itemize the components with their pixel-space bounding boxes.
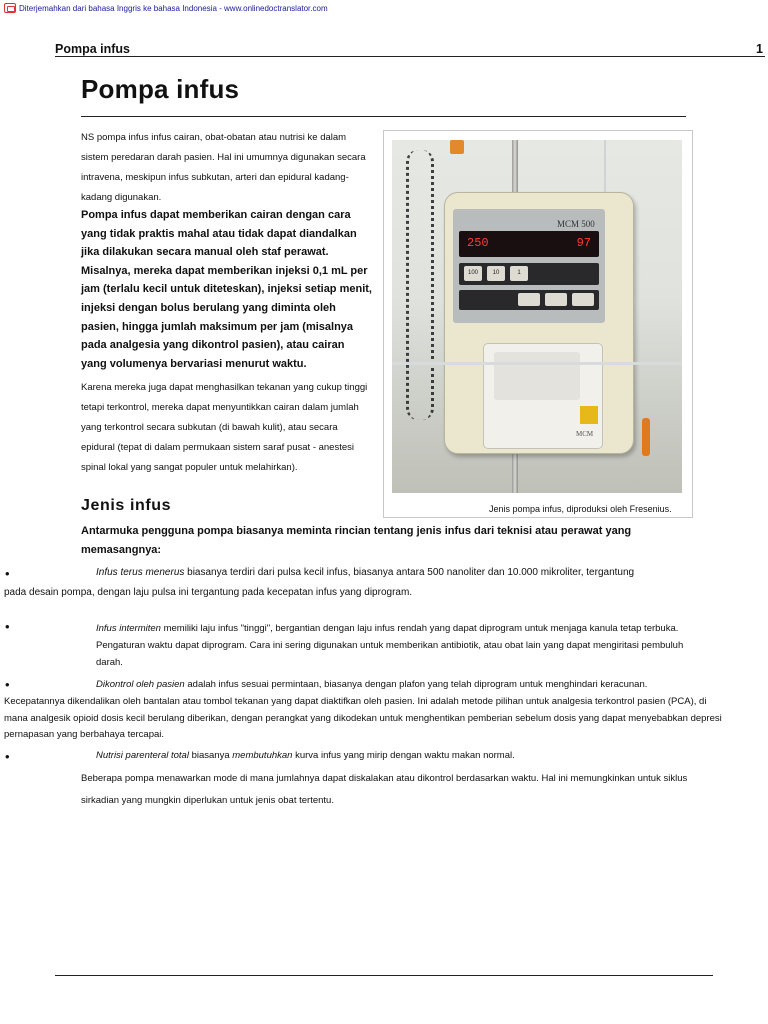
pump-keypad xyxy=(459,263,599,285)
pump-led-display xyxy=(459,231,599,257)
bullet-marker: • xyxy=(5,749,10,764)
section-intro: Antarmuka pengguna pompa biasanya meminta rincian tentang jenis infus dari teknisi atau perawat yang memasangnya: xyxy=(81,525,632,556)
figure xyxy=(383,130,693,518)
title-divider xyxy=(81,116,686,117)
intermittent-text: memiliki laju infus "tinggi", bergantian dengan laju infus rendah yang dapat diprogram untuk menjaga kanula tetap terbuka. Pengaturan waktu dapat diprogram. Cara ini sering digunakan untuk memberikan antibiotik, atau obat lain yang dapat mengiritasi pembuluh darah. xyxy=(96,623,684,668)
pump-function-key xyxy=(572,293,594,306)
translator-banner[interactable] xyxy=(4,2,328,14)
running-title: Pompa infus xyxy=(55,42,131,56)
pump-function-key xyxy=(545,293,567,306)
pump-device xyxy=(444,192,634,454)
tube-clamp xyxy=(450,140,464,154)
closing-paragraph: Beberapa pompa menawarkan mode di mana jumlahnya dapat diskalakan atau dikontrol berdasarkan waktu. Hal ini memungkinkan untuk siklus sirkadian yang mungkin diperlukan untuk jenis obat tertentu. xyxy=(81,773,688,806)
pump-yellow-sticker xyxy=(580,406,598,424)
section-heading: Jenis infus xyxy=(81,497,172,514)
display-volume: 97 xyxy=(576,236,591,250)
capabilities-paragraph: Pompa infus dapat memberikan cairan dengan cara yang tidak praktis mahal atau tidak dapat diandalkan jika dilakukan secara manual oleh staf perawat. Misalnya, mereka dapat memberikan injeksi 0,1 mL per jam (terlalu kecil untuk diteteskan), injeksi setiap menit, injeksi dengan bolus berulang yang diminta oleh pasien, hingga jumlah maksimum per jam (misalnya pada analgesia yang dikontrol pasien), atau cairan yang volumenya bervariasi menurut waktu. xyxy=(81,209,372,370)
bullet-parenteral-nutrition xyxy=(96,747,515,766)
pump-key-100: 100 xyxy=(464,266,482,281)
bullet-marker: • xyxy=(5,619,10,634)
term-parenteral: Nutrisi parenteral total xyxy=(96,750,189,761)
pump-function-keys xyxy=(459,290,599,310)
pump-door-label: MCM xyxy=(576,430,594,438)
term-continuous: Infus terus menerus xyxy=(96,567,185,578)
bullet-continuous-infusion xyxy=(96,564,634,583)
parenteral-mid: biasanya xyxy=(188,750,233,761)
translator-logo-icon xyxy=(4,3,16,13)
term-patient-controlled: Dikontrol oleh pasien xyxy=(96,679,185,690)
pump-function-key xyxy=(518,293,540,306)
infusion-pump-photo xyxy=(392,140,682,493)
bullet-patient-controlled xyxy=(96,676,647,695)
header-divider xyxy=(55,56,765,57)
term-requires: membutuhkan xyxy=(232,750,293,761)
pump-door xyxy=(483,343,603,449)
intro-paragraph: NS pompa infus infus cairan, obat-obatan atau nutrisi ke dalam sistem peredaran darah pasien. Hal ini umumnya digunakan secara intravena, meskipun infus subkutan, arteri dan epidural kadang-kadang digunakan. xyxy=(81,132,366,203)
bullet-patient-controlled-cont: Kecepatannya dikendalikan oleh bantalan atau tombol tekanan yang dapat diaktifkan oleh pasien. Ini adalah metode pilihan untuk analgesia terkontrol pasien (PCA), di mana analgesik opioid dosis kecil berulang diberikan, dengan perangkat yang dikodekan untuk menghentikan pemberian sebelum dosis yang dapat menyebabkan depresi pernapasan yang berbahaya tercapai. xyxy=(4,696,722,740)
infusion-tubing xyxy=(392,362,682,365)
pump-key-10: 10 xyxy=(487,266,505,281)
page-number: 1 xyxy=(756,42,763,56)
bullet-marker: • xyxy=(5,677,10,692)
display-rate: 250 xyxy=(467,236,489,250)
continuous-text-1: biasanya terdiri dari pulsa kecil infus, biasanya antara 500 nanoliter dan 10.000 mikroliter, tergantung xyxy=(184,567,635,578)
bullet-continuous-infusion-cont: pada desain pompa, dengan laju pulsa ini tergantung pada kecepatan infus yang diprogram. xyxy=(4,587,413,598)
translator-text[interactable]: Diterjemahkan dari bahasa Inggris ke bahasa Indonesia - www.onlinedoctranslator.com xyxy=(19,3,328,13)
parenteral-rest: kurva infus yang mirip dengan waktu makan normal. xyxy=(292,750,515,761)
coiled-cable xyxy=(406,150,434,420)
figure-caption: Jenis pompa infus, diproduksi oleh Fresenius. xyxy=(489,504,672,514)
bullet-intermittent-infusion xyxy=(96,620,696,671)
page-title: Pompa infus xyxy=(81,74,240,104)
pump-model-label: MCM 500 xyxy=(557,219,595,229)
pressure-paragraph: Karena mereka juga dapat menghasilkan tekanan yang cukup tinggi tetapi terkontrol, mereka dapat menyuntikkan cairan dalam jumlah yang terkontrol secara subkutan (di bawah kulit), atau secara epidural (tepat di dalam permukaan sistem saraf pusat - anestesi spinal lokal yang sangat populer untuk melahirkan). xyxy=(81,382,368,473)
bullet-marker: • xyxy=(5,566,10,581)
running-header xyxy=(55,42,765,56)
orange-roller-clamp xyxy=(642,418,650,456)
footer-divider xyxy=(55,975,713,976)
pump-door-window xyxy=(494,352,580,400)
pump-key-1: 1 xyxy=(510,266,528,281)
patient-controlled-text-1: adalah infus sesuai permintaan, biasanya dengan plafon yang telah diprogram untuk menghindari keracunan. xyxy=(184,679,648,690)
term-intermittent: Infus intermiten xyxy=(96,623,161,634)
